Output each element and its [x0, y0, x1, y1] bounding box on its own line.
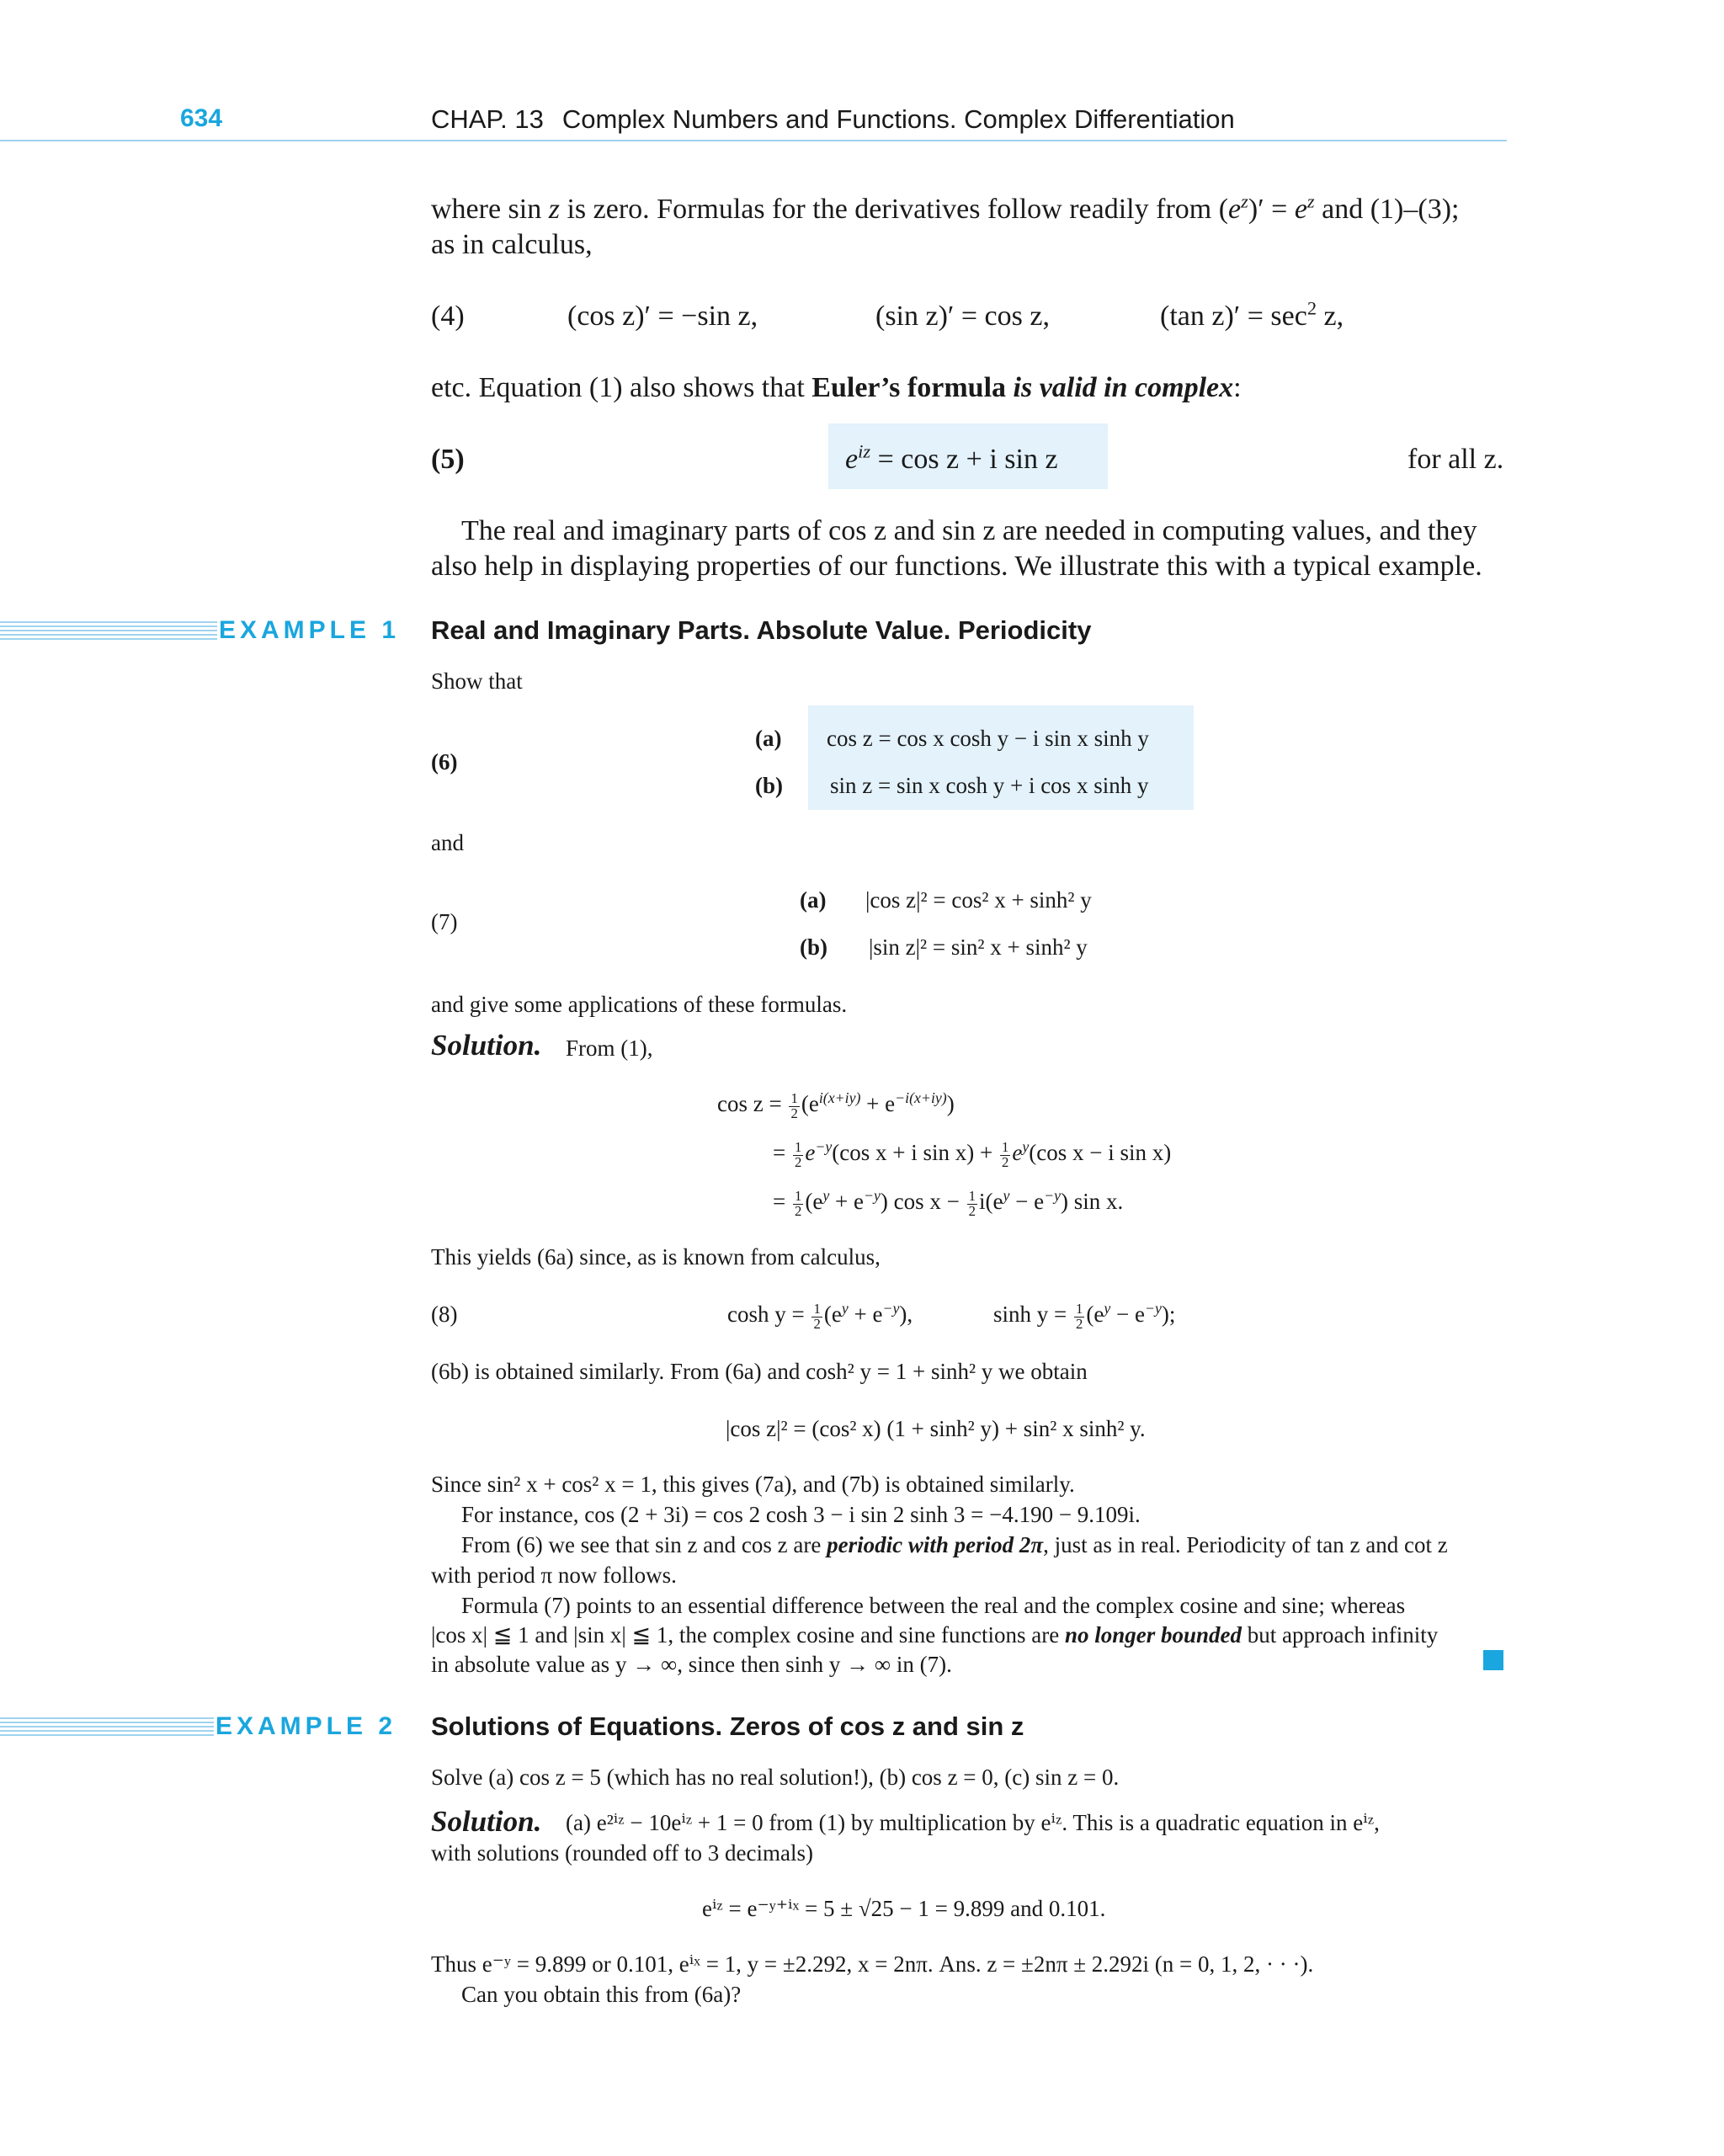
- solution2-label: Solution.: [431, 1805, 542, 1838]
- eq5-number: (5): [431, 444, 465, 475]
- periodicity-line-2: with period π now follows.: [431, 1562, 677, 1588]
- instance-text: For instance, cos (2 + 3i) = cos 2 cosh 3 − i sin 2 sinh 3 = −4.190 − 9.109i.: [461, 1502, 1141, 1527]
- para2-line-1: The real and imaginary parts of cos z and sin z are needed in computing values, and they: [461, 515, 1477, 546]
- eq8-number: (8): [431, 1302, 458, 1327]
- eq8-cosh: cosh y = $\frac{1}{2}$ $(e^y + e^{-y})$,: [727, 1300, 913, 1332]
- formula7-line-1: Formula (7) points to an essential difference between the real and the complex cosine and sine; whereas: [461, 1593, 1406, 1618]
- para2-line-2: also help in displaying properties of our functions. We illustrate this with a typical example.: [431, 551, 1482, 582]
- abs-cos-formula: |cos z|² = (cos² x) (1 + sinh² y) + sin² x sinh² y.: [726, 1416, 1146, 1441]
- eq6b-formula: sin z = sin x cosh y + i cos x sinh y: [830, 773, 1149, 798]
- solution1-label: Solution.: [431, 1029, 542, 1062]
- header-rule: [0, 140, 1507, 141]
- derivation-line-3: = $\frac{1}{2}$ $(e^y + e^{-y})$ cos x − $\frac{1}{2}$ $i(e^y - e^{-y})$ sin x.: [773, 1187, 1124, 1219]
- formula7-line-3: in absolute value as y → ∞, since then sinh y → ∞ in (7).: [431, 1652, 952, 1677]
- show-that: Show that: [431, 668, 523, 694]
- periodicity-line-1: From (6) we see that sin z and cos z are periodic with period 2π, just as in real. Periodicity of tan z and cot z: [461, 1532, 1448, 1557]
- formula7-line-2: |cos x| ≦ 1 and |sin x| ≦ 1, the complex cosine and sine functions are no longer bounded but approach infinity: [431, 1622, 1439, 1648]
- example2-label: EXAMPLE 2: [216, 1712, 397, 1740]
- example1-title: Real and Imaginary Parts. Absolute Value. Periodicity: [431, 615, 1092, 645]
- applications-text: and give some applications of these formulas.: [431, 992, 848, 1017]
- thus-text: Thus e⁻ʸ = 9.899 or 0.101, eⁱˣ = 1, y = ±2.292, x = 2nπ. Ans. z = ±2nπ ± 2.292i (n = 0, 1, 2, · · ·).: [431, 1951, 1314, 1977]
- solution2-line-1: (a) e²ⁱᶻ − 10eⁱᶻ + 1 = 0 from (1) by multiplication by eⁱᶻ. This is a quadratic equation in eⁱᶻ,: [566, 1810, 1380, 1835]
- chapter-title: Complex Numbers and Functions. Complex Differentiation: [561, 104, 1235, 134]
- solutions-formula: eⁱᶻ = e⁻ʸ⁺ⁱˣ = 5 ± √25 − 1 = 9.899 and 0.101.: [702, 1896, 1106, 1921]
- eq7b-label: (b): [800, 934, 827, 960]
- derivation-line-1: cos z = $\frac{1}{2}$ $(e^{i(x+iy)} + e^{-i(x+iy)})$: [717, 1089, 955, 1121]
- eq7b-formula: |sin z|² = sin² x + sinh² y: [869, 934, 1088, 960]
- eq5-note: for all z.: [1407, 444, 1504, 475]
- eq6b-label: (b): [755, 773, 783, 798]
- euler-statement: etc. Equation (1) also shows that Euler’s formula is valid in complex:: [431, 372, 1242, 403]
- example1-label: EXAMPLE 1: [219, 616, 401, 644]
- eq7a-formula: |cos z|² = cos² x + sinh² y: [865, 887, 1092, 913]
- eq6a-label: (a): [755, 726, 782, 751]
- derivation-line-2: = $\frac{1}{2}$ $e^{-y}(\cos$ x + i sin x) + $\frac{1}{2}$ $e^y(\cos$ x − i sin x): [773, 1138, 1172, 1170]
- solution2-line-2: with solutions (rounded off to 3 decimals): [431, 1840, 813, 1866]
- eq8-sinh: sinh y = $\frac{1}{2}$ $(e^y - e^{-y})$;: [993, 1300, 1176, 1332]
- and-text: and: [431, 830, 464, 855]
- chapter-number: CHAP. 13: [431, 104, 544, 134]
- page-number: 634: [180, 104, 223, 132]
- question-text: Can you obtain this from (6a)?: [461, 1982, 742, 2007]
- eq6a-formula: cos z = cos x cosh y − i sin x sinh y: [827, 726, 1149, 751]
- intro-line-1: where sin z is zero. Formulas for the derivatives follow readily from $(e^z)' = e^z$ and (1)–(3);: [431, 190, 1460, 225]
- eq7a-label: (a): [800, 887, 827, 913]
- eq4-number: (4): [431, 301, 465, 332]
- filled-square-icon: [1483, 1650, 1503, 1670]
- eq7-number: (7): [431, 909, 458, 934]
- eq4-sin-derivative: (sin z)′ = cos z,: [875, 301, 1050, 332]
- yields-text: This yields (6a) since, as is known from calculus,: [431, 1244, 881, 1270]
- eq6-number: (6): [431, 749, 458, 775]
- eq4-tan-derivative: (tan $z)' = \sec^2 z$,: [1160, 297, 1344, 332]
- eq4-cos-derivative: (cos z)′ = −sin z,: [567, 301, 758, 332]
- running-head: [431, 104, 1235, 135]
- since-text: Since sin² x + cos² x = 1, this gives (7a), and (7b) is obtained similarly.: [431, 1472, 1075, 1497]
- six-b-text: (6b) is obtained similarly. From (6a) and cosh² y = 1 + sinh² y we obtain: [431, 1359, 1088, 1384]
- solve-text: Solve (a) cos z = 5 (which has no real solution!), (b) cos z = 0, (c) sin z = 0.: [431, 1765, 1120, 1790]
- example2-title: Solutions of Equations. Zeros of cos z and sin z: [431, 1711, 1024, 1741]
- eq5-euler-formula: $e^{iz} = \cos z + i$ sin z: [845, 440, 1058, 475]
- intro-line-2: as in calculus,: [431, 229, 593, 260]
- from-1-text: From (1),: [566, 1035, 653, 1061]
